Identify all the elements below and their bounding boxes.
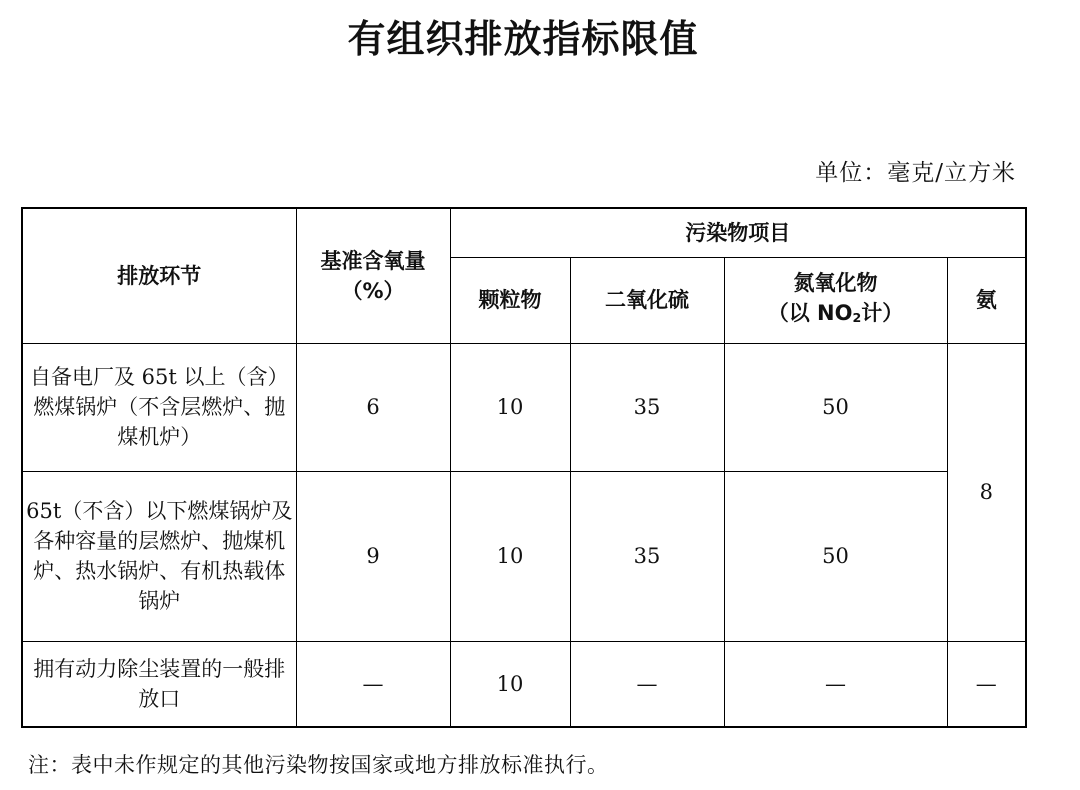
row-so2: 35 [570, 471, 724, 641]
row-ammonia: — [947, 641, 1026, 727]
row-particulate: 10 [450, 641, 570, 727]
header-nox-label: 氮氧化物 [793, 270, 878, 295]
header-pollutants: 污染物项目 [450, 208, 1026, 257]
header-nox-basis-sub: 2 [852, 309, 862, 325]
table-row [22, 343, 1026, 471]
header-nox-basis [725, 298, 947, 333]
emission-limits-table [21, 207, 1027, 728]
page-title: 有组织排放指标限值 [347, 17, 699, 61]
row-ammonia-shared: 8 [947, 343, 1026, 641]
row-stage: 65t（不含）以下燃煤锅炉及各种容量的层燃炉、抛煤机炉、热水锅炉、有机热载体锅炉 [22, 471, 296, 641]
row-oxygen: 9 [296, 471, 450, 641]
header-so2: 二氧化硫 [570, 257, 724, 343]
unit-label: 单位：毫克/立方米 [815, 160, 1016, 186]
row-particulate: 10 [450, 343, 570, 471]
header-ammonia: 氨 [947, 257, 1026, 343]
row-stage: 拥有动力除尘装置的一般排放口 [22, 641, 296, 727]
row-particulate: 10 [450, 471, 570, 641]
header-row-1 [22, 208, 1026, 257]
header-nox-basis-prefix: （以 NO [767, 300, 853, 325]
row-so2: 35 [570, 343, 724, 471]
header-stage: 排放环节 [22, 208, 296, 343]
table-row [22, 471, 1026, 641]
row-nox: — [724, 641, 947, 727]
header-nox-basis-suffix: 计） [861, 300, 904, 325]
footnote: 注：表中未作规定的其他污染物按国家或地方排放标准执行。 [28, 753, 609, 777]
table-row [22, 641, 1026, 727]
row-so2: — [570, 641, 724, 727]
row-oxygen: — [296, 641, 450, 727]
row-nox: 50 [724, 343, 947, 471]
header-particulate: 颗粒物 [450, 257, 570, 343]
row-nox: 50 [724, 471, 947, 641]
header-nox [724, 257, 947, 343]
header-oxygen [296, 208, 450, 343]
row-oxygen: 6 [296, 343, 450, 471]
header-oxygen-label: 基准含氧量 [320, 248, 426, 273]
header-oxygen-unit: （%） [341, 278, 405, 303]
row-stage: 自备电厂及 65t 以上（含）燃煤锅炉（不含层燃炉、抛煤机炉） [22, 343, 296, 471]
